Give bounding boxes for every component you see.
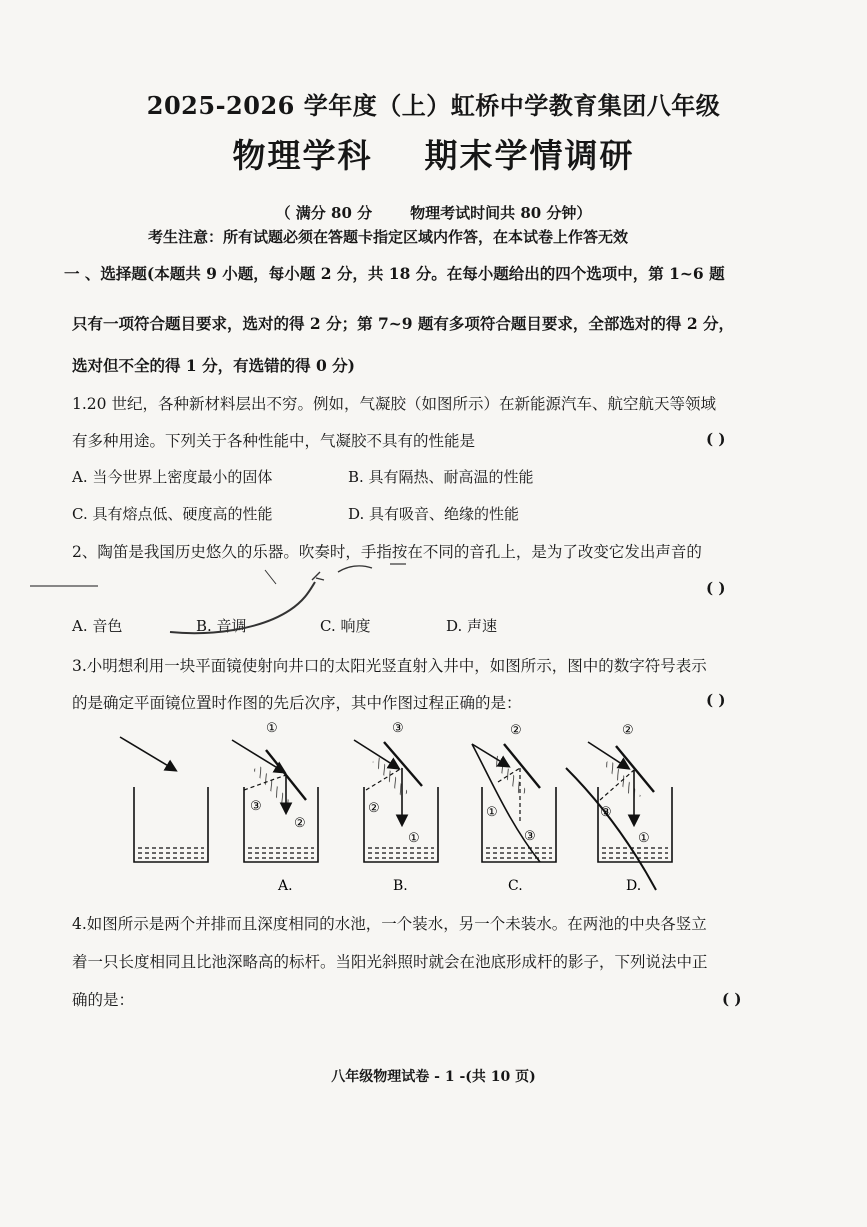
figure-a xyxy=(232,721,318,894)
svg-text:①: ① xyxy=(638,831,650,846)
q3-stem-line1: 3.小明想利用一块平面镜使射向井口的太阳光竖直射入井中，如图所示，图中的数字符号表示 xyxy=(72,657,707,675)
section1-line3: 选对但不全的得 1 分，有选错的得 0 分) xyxy=(72,356,355,375)
q2-option-d: D. 声速 xyxy=(446,617,498,635)
svg-text:②: ② xyxy=(510,723,522,738)
q1-option-a: A. 当今世界上密度最小的固体 xyxy=(72,468,273,486)
figure-label-c: C. xyxy=(508,878,523,894)
figure-label-b: B. xyxy=(393,878,408,894)
q4-answer-blank: ( ) xyxy=(722,990,742,1008)
svg-text:②: ② xyxy=(368,801,380,816)
figure-label-a: A. xyxy=(278,878,293,894)
figure-blank-well xyxy=(120,737,208,862)
q4-stem-line2: 着一只长度相同且比池深略高的标杆。当阳光斜照时就会在池底形成杆的影子，下列说法中正 xyxy=(72,953,708,971)
q4-stem-line1: 4.如图所示是两个并排而且深度相同的水池，一个装水，另一个未装水。在两池的中央各竖立 xyxy=(72,915,707,933)
q4-stem-line3: 确的是： xyxy=(72,991,135,1009)
section1-line2: 只有一项符合题目要求，选对的得 2 分；第 7~9 题有多项符合题目要求，全部选对的得 2 分， xyxy=(72,314,735,333)
figure-label-d: D. xyxy=(626,878,642,894)
q1-option-c: C. 具有熔点低、硬度高的性能 xyxy=(72,505,273,523)
q2-answer-blank: ( ) xyxy=(706,579,726,597)
subject-title: 物理学科 xyxy=(232,136,373,175)
q2-option-c: C. 响度 xyxy=(320,617,371,635)
exam-notice: 考生注意：所有试题必须在答题卡指定区域内作答，在本试卷上作答无效 xyxy=(148,228,629,246)
q1-option-b: B. 具有隔热、耐高温的性能 xyxy=(348,468,534,486)
svg-text:③: ③ xyxy=(524,829,536,844)
step-mark: ① xyxy=(266,721,278,736)
step-mark: ② xyxy=(294,816,306,831)
q2-option-b: B. 音调 xyxy=(196,617,247,635)
svg-text:②: ② xyxy=(622,723,634,738)
exam-type-title: 期末学情调研 xyxy=(424,136,635,175)
figure-c xyxy=(472,723,556,894)
exam-title-line1: 2025-2026 学年度（上）虹桥中学教育集团八年级 xyxy=(146,91,721,120)
q1-stem-line1: 1.20 世纪，各种新材料层出不穷。例如，气凝胶（如图所示）在新能源汽车、航空航天等领域 xyxy=(72,395,716,413)
q2-stem: 2、陶笛是我国历史悠久的乐器。吹奏时，手指按在不同的音孔上，是为了改变它发出声音的 xyxy=(72,543,702,561)
figure-d xyxy=(566,723,672,894)
q1-stem-line2: 有多种用途。下列关于各种性能中，气凝胶不具有的性能是 xyxy=(72,432,476,450)
section1-line1: 一 、选择题(本题共 9 小题，每小题 2 分，共 18 分。在每小题给出的四个选项中，第 1~6 题 xyxy=(64,264,725,283)
figure-b xyxy=(354,721,438,894)
step-mark: ③ xyxy=(250,799,262,814)
q1-answer-blank: ( ) xyxy=(706,430,726,448)
q3-well-mirror-diagrams xyxy=(100,712,700,897)
svg-text:③: ③ xyxy=(392,721,404,736)
svg-text:③: ③ xyxy=(600,805,612,820)
score-time-info xyxy=(0,202,867,223)
exam-duration: 物理考试时间共 80 分钟） xyxy=(410,204,592,222)
q3-answer-blank: ( ) xyxy=(706,691,726,709)
page-footer: 八年级物理试卷 - 1 -(共 10 页) xyxy=(331,1069,536,1085)
q3-stem-line2: 的是确定平面镜位置时作图的先后次序，其中作图过程正确的是： xyxy=(72,694,522,712)
svg-text:①: ① xyxy=(486,805,498,820)
full-score: （ 满分 80 分 xyxy=(275,204,373,222)
svg-text:①: ① xyxy=(408,831,420,846)
q1-option-d: D. 具有吸音、绝缘的性能 xyxy=(348,505,520,523)
exam-title-line2 xyxy=(0,130,867,177)
q2-option-a: A. 音色 xyxy=(72,617,123,635)
pencil-scribble xyxy=(20,560,420,640)
